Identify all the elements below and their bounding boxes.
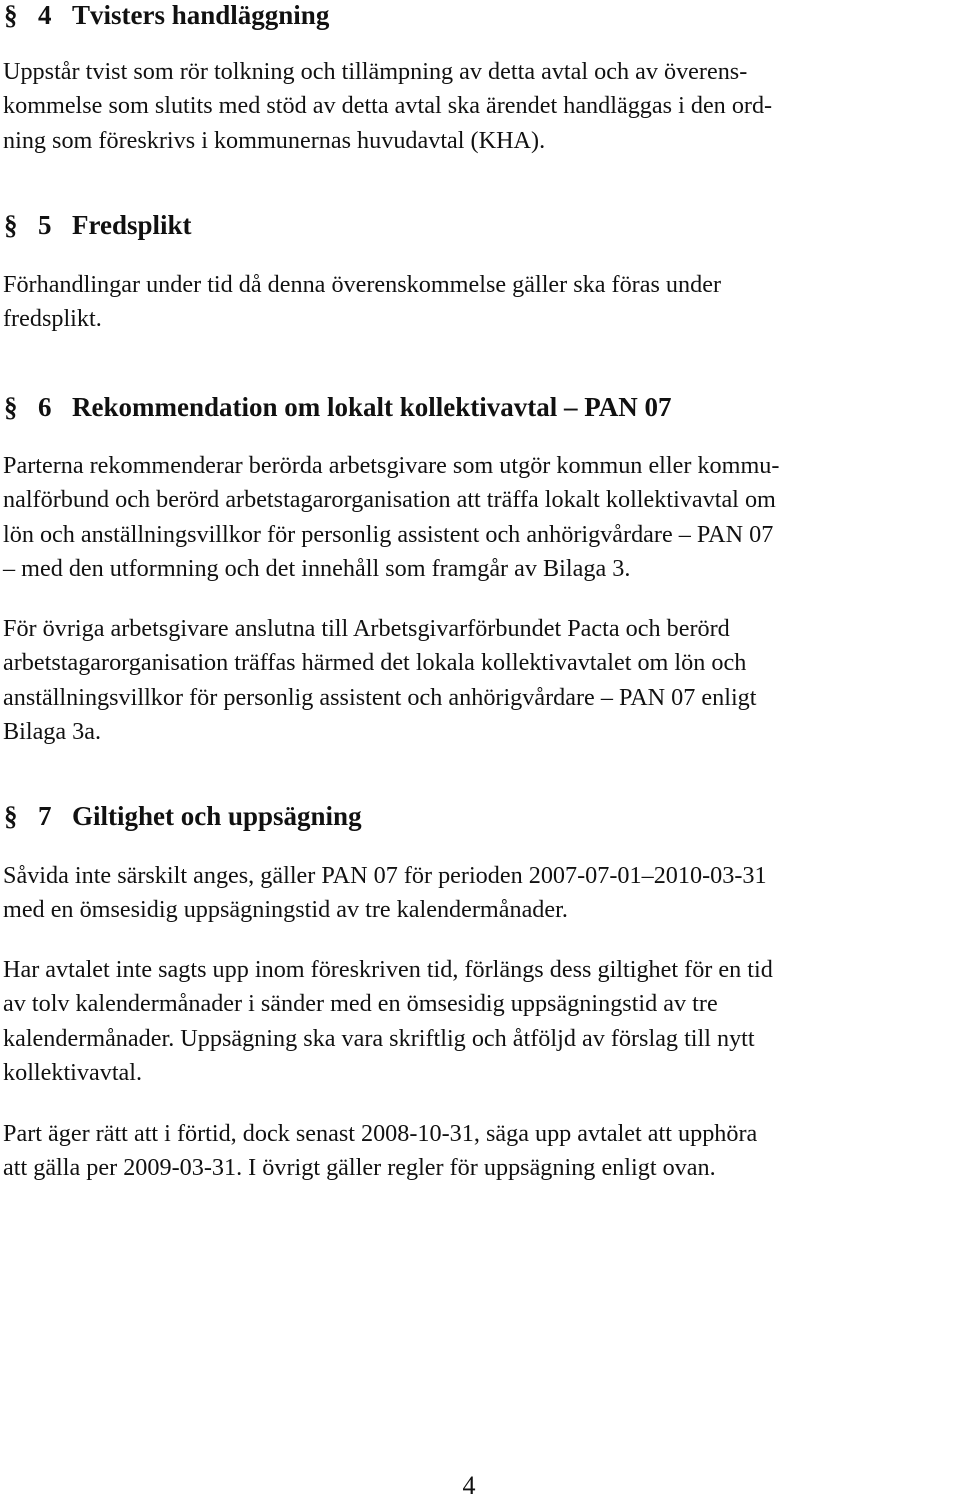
section-7-paragraph-3: [3, 1117, 757, 1186]
text-line: Såvida inte särskilt anges, gäller PAN 07 för perioden 2007-07-01–2010-03-31: [3, 862, 767, 889]
section-7-paragraph-2: [3, 953, 773, 1090]
section-7-paragraph-1: [3, 859, 767, 928]
section-number: 7: [38, 801, 52, 831]
section-number: 5: [38, 210, 52, 240]
text-line: Bilaga 3a.: [3, 717, 102, 745]
section-number: 6: [38, 392, 52, 422]
section-title: Fredsplikt: [72, 210, 192, 240]
section-number: 4: [38, 0, 52, 30]
section-4-paragraph-1: [3, 55, 772, 158]
text-line: att gälla per 2009-03-31. I övrigt gäller regler för uppsägning enligt ovan.: [3, 1154, 716, 1182]
section-title: Rekommendation om lokalt kollektivavtal – PAN 07: [72, 392, 672, 422]
text-line: kollektivavtal.: [3, 1058, 143, 1086]
text-line: arbetstagarorganisation träffas härmed det lokala kollektivavtalet om lön och: [3, 649, 747, 677]
text-line: ning som föreskrivs i kommunernas huvudavtal (KHA).: [3, 126, 546, 154]
text-line: av tolv kalendermånader i sänder med en ömsesidig uppsägningstid av tre: [3, 990, 718, 1018]
section-5-heading: [4, 208, 192, 242]
text-line: anställningsvillkor för personlig assistent och anhörigvårdare – PAN 07 enligt: [3, 683, 757, 711]
section-6-paragraph-1: [3, 449, 779, 586]
section-symbol: §: [4, 0, 18, 30]
text-line: Part äger rätt att i förtid, dock senast 2008-10-31, säga upp avtalet att upphöra: [3, 1120, 758, 1147]
section-title: Tvisters handläggning: [72, 0, 330, 30]
section-6-paragraph-2: [3, 612, 757, 749]
page-number: 4: [462, 1471, 476, 1500]
text-line: nalförbund och berörd arbetstagarorganisation att träffa lokalt kollektivavtal om: [3, 486, 776, 514]
text-line: lön och anställningsvillkor för personlig assistent och anhörigvårdare – PAN 07: [3, 520, 774, 548]
section-5-paragraph-1: [3, 268, 721, 337]
text-line: fredsplikt.: [3, 305, 102, 333]
text-line: – med den utformning och det innehåll som framgår av Bilaga 3.: [3, 554, 631, 582]
text-line: med en ömsesidig uppsägningstid av tre kalendermånader.: [3, 896, 568, 924]
text-line: kommelse som slutits med stöd av detta avtal ska ärendet handläggas i den ord-: [3, 92, 773, 120]
text-line: Uppstår tvist som rör tolkning och tillämpning av detta avtal och av överens-: [3, 58, 748, 85]
text-line: För övriga arbetsgivare anslutna till Arbetsgivarförbundet Pacta och berörd: [3, 615, 730, 642]
section-title: Giltighet och uppsägning: [72, 801, 362, 831]
section-symbol: §: [4, 392, 18, 422]
text-line: Parterna rekommenderar berörda arbetsgivare som utgör kommun eller kommu-: [3, 452, 780, 479]
text-line: Har avtalet inte sagts upp inom föreskriven tid, förlängs dess giltighet för en tid: [3, 956, 773, 983]
section-symbol: §: [4, 210, 18, 240]
text-line: kalendermånader. Uppsägning ska vara skriftlig och åtföljd av förslag till nytt: [3, 1024, 755, 1052]
section-6-heading: [4, 390, 672, 424]
section-symbol: §: [4, 801, 18, 831]
section-4-heading: [4, 0, 329, 32]
text-line: Förhandlingar under tid då denna överenskommelse gäller ska föras under: [3, 271, 722, 298]
section-7-heading: [4, 799, 362, 833]
